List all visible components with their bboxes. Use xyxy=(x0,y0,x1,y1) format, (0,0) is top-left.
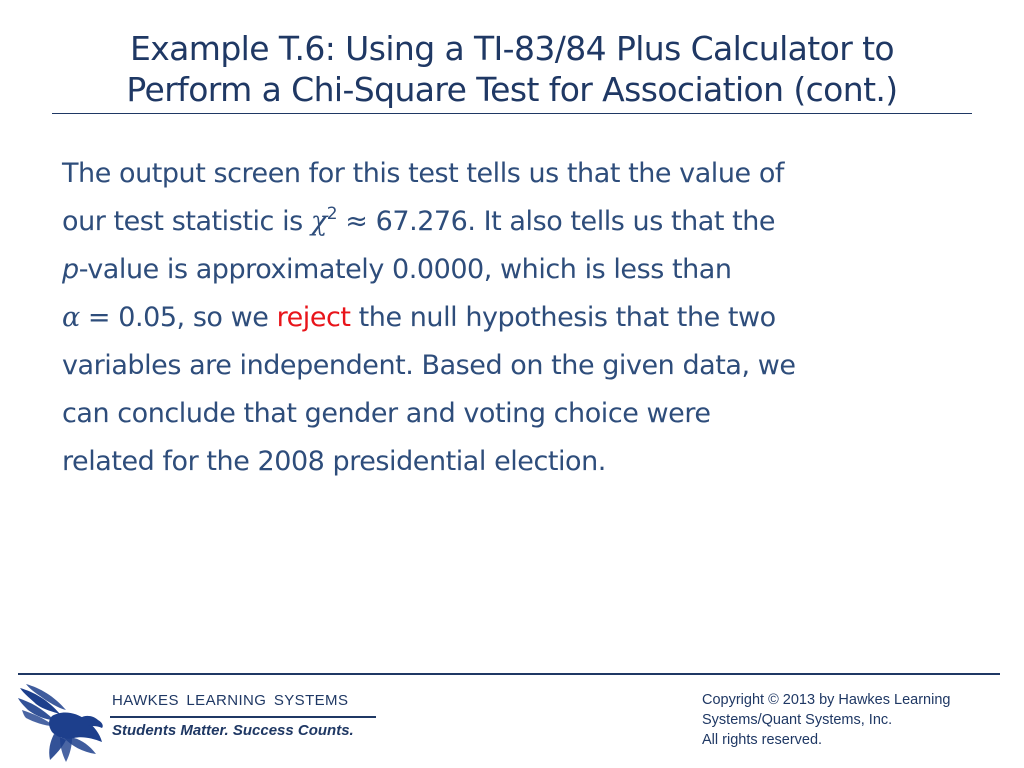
body-line-2-post: ≈ 67.276. It also tells us that the xyxy=(337,206,776,237)
footer-divider xyxy=(18,673,1000,675)
body-line-3-rest: -value is approximately 0.0000, which is less than xyxy=(78,254,732,285)
title-line-1: Example T.6: Using a TI-83/84 Plus Calculator to xyxy=(129,29,895,68)
copyright-line-1: Copyright © 2013 by Hawkes Learning xyxy=(702,692,951,708)
body-line-6: can conclude that gender and voting choice were xyxy=(62,398,711,429)
body-line-3 xyxy=(62,246,972,294)
hawk-logo-icon xyxy=(14,680,106,764)
body-line-4-a: = 0.05, so we xyxy=(79,302,277,333)
body-paragraph xyxy=(62,150,972,486)
body-line-7: related for the 2008 presidential election. xyxy=(62,446,606,477)
chi-superscript: 2 xyxy=(326,204,338,224)
alpha-symbol: α xyxy=(62,302,80,333)
reject-highlight: reject xyxy=(276,302,351,333)
body-line-2 xyxy=(62,198,972,246)
body-line-5: variables are independent. Based on the given data, we xyxy=(62,350,796,381)
p-italic: p xyxy=(62,254,79,285)
copyright-line-2: Systems/Quant Systems, Inc. xyxy=(702,712,893,728)
company-name: HAWKES LEARNING SYSTEMS xyxy=(112,692,349,709)
body-line-4 xyxy=(62,294,972,342)
copyright-line-3: All rights reserved. xyxy=(702,732,823,748)
body-line-1: The output screen for this test tells us that the value of xyxy=(62,158,784,189)
company-tagline: Students Matter. Success Counts. xyxy=(112,722,354,739)
company-underline xyxy=(110,716,376,718)
title-divider xyxy=(52,113,972,114)
chi-symbol: χ xyxy=(310,206,327,237)
body-line-2-pre: our test statistic is xyxy=(62,206,311,237)
slide-title xyxy=(50,28,974,110)
title-line-2: Perform a Chi-Square Test for Association (cont.) xyxy=(126,70,898,109)
body-line-4-b: the null hypothesis that the two xyxy=(350,302,776,333)
copyright-notice xyxy=(702,690,1012,750)
